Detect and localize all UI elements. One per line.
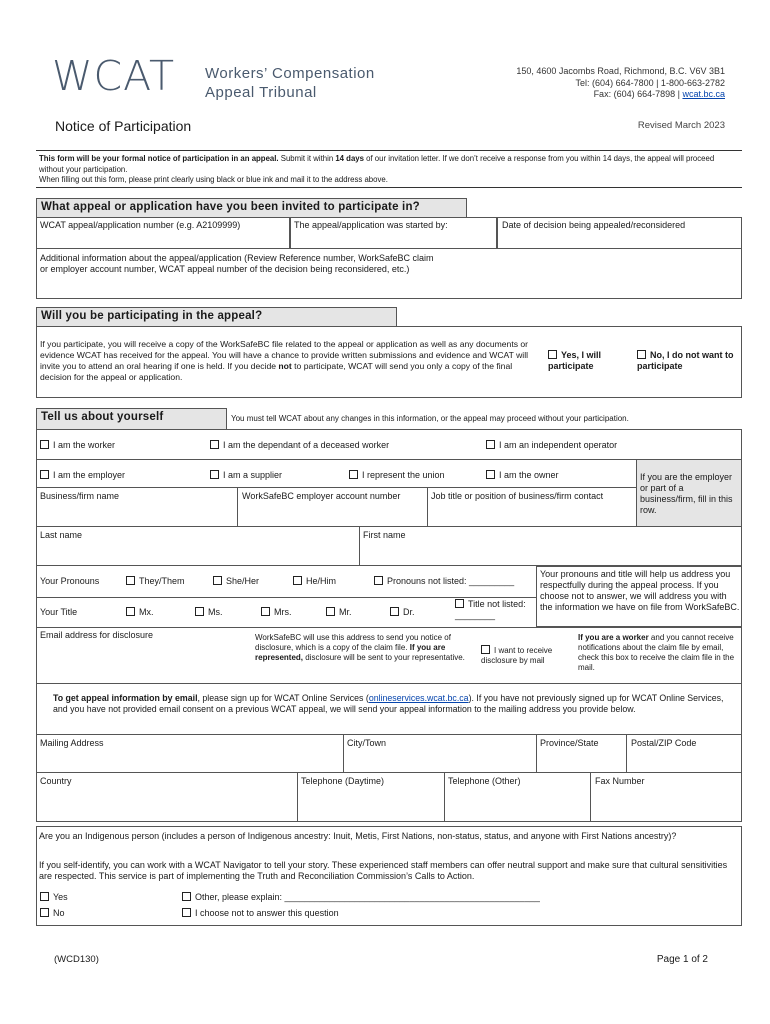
online-text2: ). If you have not previously signed up for WCAT Online Services, and you have not provided email consent on a previous WCAT appeal, we will send your appeal information to the mailing address you provide below.	[53, 693, 724, 714]
online-services-text	[53, 693, 729, 715]
decision-date-label: Date of decision being appealed/reconsidered	[502, 220, 686, 230]
section2-heading: Will you be participating in the appeal?	[36, 307, 397, 327]
online-text1: , please sign up for WCAT Online Services (	[197, 693, 369, 703]
email-note2: disclosure will be sent to your representative.	[303, 653, 465, 662]
appeal-number-label: WCAT appeal/application number (e.g. A2109999)	[40, 220, 241, 230]
participate-no-checkbox[interactable]	[637, 350, 646, 359]
role-employer-option[interactable]	[40, 470, 125, 481]
mailing-address-label: Mailing Address	[40, 738, 104, 748]
intro-rule	[36, 187, 742, 188]
participation-text	[40, 339, 540, 383]
title-mx-checkbox[interactable]	[126, 607, 135, 616]
mail-option-label: I want to receive disclosure by mail	[481, 646, 553, 665]
title-mr-option[interactable]	[326, 607, 352, 618]
participate-yes-checkbox[interactable]	[548, 350, 557, 359]
online-bold: To get appeal information by email	[53, 693, 198, 703]
pronoun-she-option[interactable]	[213, 576, 259, 587]
indigenous-yes-checkbox[interactable]	[40, 892, 49, 901]
pronoun-they-option[interactable]	[126, 576, 185, 587]
city-label: City/Town	[347, 738, 387, 748]
role-operator-option[interactable]	[486, 440, 617, 451]
title-dr-label: Dr.	[403, 607, 415, 617]
indigenous-no-answer-label: I choose not to answer this question	[195, 908, 339, 918]
province-label: Province/State	[540, 738, 599, 748]
role-supplier-checkbox[interactable]	[210, 470, 219, 479]
participate-yes-option[interactable]	[548, 350, 618, 372]
job-title-label: Job title or position of business/firm contact	[431, 491, 604, 501]
first-name-label: First name	[363, 530, 406, 540]
tel-other-label: Telephone (Other)	[448, 776, 521, 786]
title-mx-label: Mx.	[139, 607, 154, 617]
header-rule	[36, 150, 742, 151]
title-dr-option[interactable]	[390, 607, 415, 618]
role-worker-label: I am the worker	[53, 440, 116, 450]
pronoun-other-label: Pronouns not listed: _________	[387, 576, 515, 586]
indigenous-yes-label: Yes	[53, 892, 68, 902]
indigenous-other-checkbox[interactable]	[182, 892, 191, 901]
email-label: Email address for disclosure	[40, 630, 154, 640]
revised-date: Revised March 2023	[637, 120, 725, 131]
country-label: Country	[40, 776, 72, 786]
telephone: Tel: (604) 664-7800 | 1-800-663-2782	[575, 77, 725, 88]
indigenous-other-label: Other, please explain: ___________________________________________________	[195, 892, 540, 902]
section3-note: You must tell WCAT about any changes in this information, or the appeal may proceed without your participation.	[231, 414, 629, 423]
pronoun-he-option[interactable]	[293, 576, 336, 587]
intro-text2: of our invitation letter. If we don’t receive a response from you within 14 days, the appeal will proceed without your participation.	[39, 154, 715, 174]
role-dependant-option[interactable]	[210, 440, 389, 451]
title-mr-label: Mr.	[339, 607, 352, 617]
intro-days: 14 days	[335, 154, 364, 163]
role-owner-checkbox[interactable]	[486, 470, 495, 479]
role-dependant-checkbox[interactable]	[210, 440, 219, 449]
employer-account-label: WorkSafeBC employer account number	[242, 491, 401, 501]
participation-not: not	[278, 361, 292, 371]
participate-no-label: No, I do not want to participate	[637, 350, 734, 371]
pronoun-other-checkbox[interactable]	[374, 576, 383, 585]
indigenous-no-answer-checkbox[interactable]	[182, 908, 191, 917]
last-name-label: Last name	[40, 530, 83, 540]
title-ms-label: Ms.	[208, 607, 223, 617]
pronoun-he-label: He/Him	[306, 576, 337, 586]
indigenous-no-label: No	[53, 908, 65, 918]
pronoun-she-label: She/Her	[226, 576, 260, 586]
additional-info-label: Additional information about the appeal/application (Review Reference number, WorkSafeBC claim or employer account number, WCAT appeal number of the decision being reconsidered, etc.)	[40, 253, 434, 274]
role-operator-label: I am an independent operator	[499, 440, 618, 450]
indigenous-no-answer-option[interactable]	[182, 908, 339, 919]
pronoun-other-option[interactable]	[374, 576, 514, 587]
role-supplier-label: I am a supplier	[223, 470, 283, 480]
indigenous-question: Are you an Indigenous person (includes a person of Indigenous ancestry: Inuit, Metis, First Nations, non-status, status, and anyone with First Nations ancestry)?	[39, 831, 677, 841]
divider	[36, 627, 742, 628]
intro-bold: This form will be your formal notice of participation in an appeal.	[39, 154, 279, 163]
divider	[36, 597, 536, 598]
pronoun-she-checkbox[interactable]	[213, 576, 222, 585]
tel-day-label: Telephone (Daytime)	[301, 776, 385, 786]
navigator-text: If you self-identify, you can work with a WCAT Navigator to tell your story. These experienced staff members can offer neutral support and make sure that cultural sensitivities are respected. This service is part of implementing the Truth and Reconciliation Commission’s Calls to Action.	[39, 860, 728, 881]
pronoun-he-checkbox[interactable]	[293, 576, 302, 585]
title-mrs-label: Mrs.	[274, 607, 292, 617]
intro-line2: When filling out this form, please print clearly using black or blue ink and mail it to the address above.	[39, 175, 388, 184]
role-operator-checkbox[interactable]	[486, 440, 495, 449]
indigenous-yes-option[interactable]	[40, 892, 68, 903]
title-other-checkbox[interactable]	[455, 599, 464, 608]
section3-heading: Tell us about yourself	[36, 408, 227, 430]
role-supplier-option[interactable]	[210, 470, 282, 481]
worker-note-bold: If you are a worker	[578, 633, 649, 642]
pronoun-note: Your pronouns and title will help us address you respectfully during the appeal process. If you choose not to answer, we will address you with the information we have on file from WorkSafeBC.	[540, 569, 740, 612]
role-owner-option[interactable]	[486, 470, 559, 481]
title-mx-option[interactable]	[126, 607, 154, 618]
role-worker-checkbox[interactable]	[40, 440, 49, 449]
role-union-option[interactable]	[349, 470, 445, 481]
indigenous-no-checkbox[interactable]	[40, 908, 49, 917]
worker-note-text: and you cannot receive notifications about the claim file by email, check this box to receive the claim file in the mail.	[578, 633, 735, 672]
title-other-label: Title not listed: ________	[455, 599, 526, 620]
participation-text2: to participate, WCAT will send you only a copy of the final decision for the appeal or application.	[40, 361, 513, 382]
title-mrs-option[interactable]	[261, 607, 292, 618]
first-name-field[interactable]	[359, 526, 742, 566]
wcat-logo: WCAT	[52, 52, 176, 100]
started-by-label: The appeal/application was started by:	[294, 220, 448, 230]
participate-yes-label: Yes, I will participate	[548, 350, 602, 371]
org-name-line1: Workers’ Compensation	[205, 65, 375, 82]
pronoun-they-label: They/Them	[139, 576, 185, 586]
online-services-link[interactable]: onlineservices.wcat.bc.ca	[368, 693, 469, 703]
title-mrs-checkbox[interactable]	[261, 607, 270, 616]
employer-note: If you are the employer or part of a business/firm, fill in this row.	[640, 472, 733, 515]
email-note-bold: If you are represented,	[255, 643, 446, 662]
role-union-label: I represent the union	[362, 470, 445, 480]
form-code: (WCD130)	[54, 954, 99, 965]
section1-heading: What appeal or application have you been invited to participate in?	[36, 198, 467, 218]
role-owner-label: I am the owner	[499, 470, 559, 480]
title-dr-checkbox[interactable]	[390, 607, 399, 616]
indigenous-other-option[interactable]	[182, 892, 540, 903]
pronouns-label: Your Pronouns	[40, 576, 100, 586]
role-employer-checkbox[interactable]	[40, 470, 49, 479]
title-ms-checkbox[interactable]	[195, 607, 204, 616]
intro-text	[39, 154, 739, 186]
email-note1: WorkSafeBC will use this address to send you notice of disclosure, which is a copy of the claim file.	[255, 633, 451, 652]
org-name-line2: Appeal Tribunal	[205, 84, 317, 101]
fax: Fax: (604) 664-7898 |	[593, 89, 680, 99]
role-worker-option[interactable]	[40, 440, 115, 451]
mail-option[interactable]	[481, 645, 573, 666]
fax-label: Fax Number	[595, 776, 645, 786]
website-link[interactable]: wcat.bc.ca	[682, 89, 725, 99]
org-name	[205, 64, 375, 102]
contact-block	[516, 66, 725, 101]
email-note	[255, 633, 477, 663]
page-number: Page 1 of 2	[656, 954, 708, 965]
address: 150, 4600 Jacombs Road, Richmond, B.C. V6V 3B1	[516, 66, 725, 76]
title-label: Your Title	[40, 607, 78, 617]
mail-option-checkbox[interactable]	[481, 645, 490, 654]
participate-no-option[interactable]	[637, 350, 737, 372]
role-dependant-label: I am the dependant of a deceased worker	[223, 440, 390, 450]
business-name-label: Business/firm name	[40, 491, 120, 501]
participation-text1: If you participate, you will receive a copy of the WorkSafeBC file related to the appeal or application as well as any documents or evidence WCAT has received for the appeal. You will have a chance to provide written submissions and evidence and WCAT will invite you to attend an oral hearing if one is held. If you decide	[40, 339, 529, 371]
title-other-option[interactable]	[455, 599, 535, 621]
title-mr-checkbox[interactable]	[326, 607, 335, 616]
indigenous-no-option[interactable]	[40, 908, 65, 919]
role-employer-label: I am the employer	[53, 470, 126, 480]
pronoun-they-checkbox[interactable]	[126, 576, 135, 585]
postal-label: Postal/ZIP Code	[631, 738, 697, 748]
country-field[interactable]	[36, 772, 298, 822]
intro-text1: Submit it within	[278, 154, 336, 163]
divider	[36, 683, 742, 684]
last-name-field[interactable]	[36, 526, 360, 566]
form-title: Notice of Participation	[55, 118, 192, 134]
title-ms-option[interactable]	[195, 607, 223, 618]
worker-note	[578, 633, 740, 673]
role-union-checkbox[interactable]	[349, 470, 358, 479]
